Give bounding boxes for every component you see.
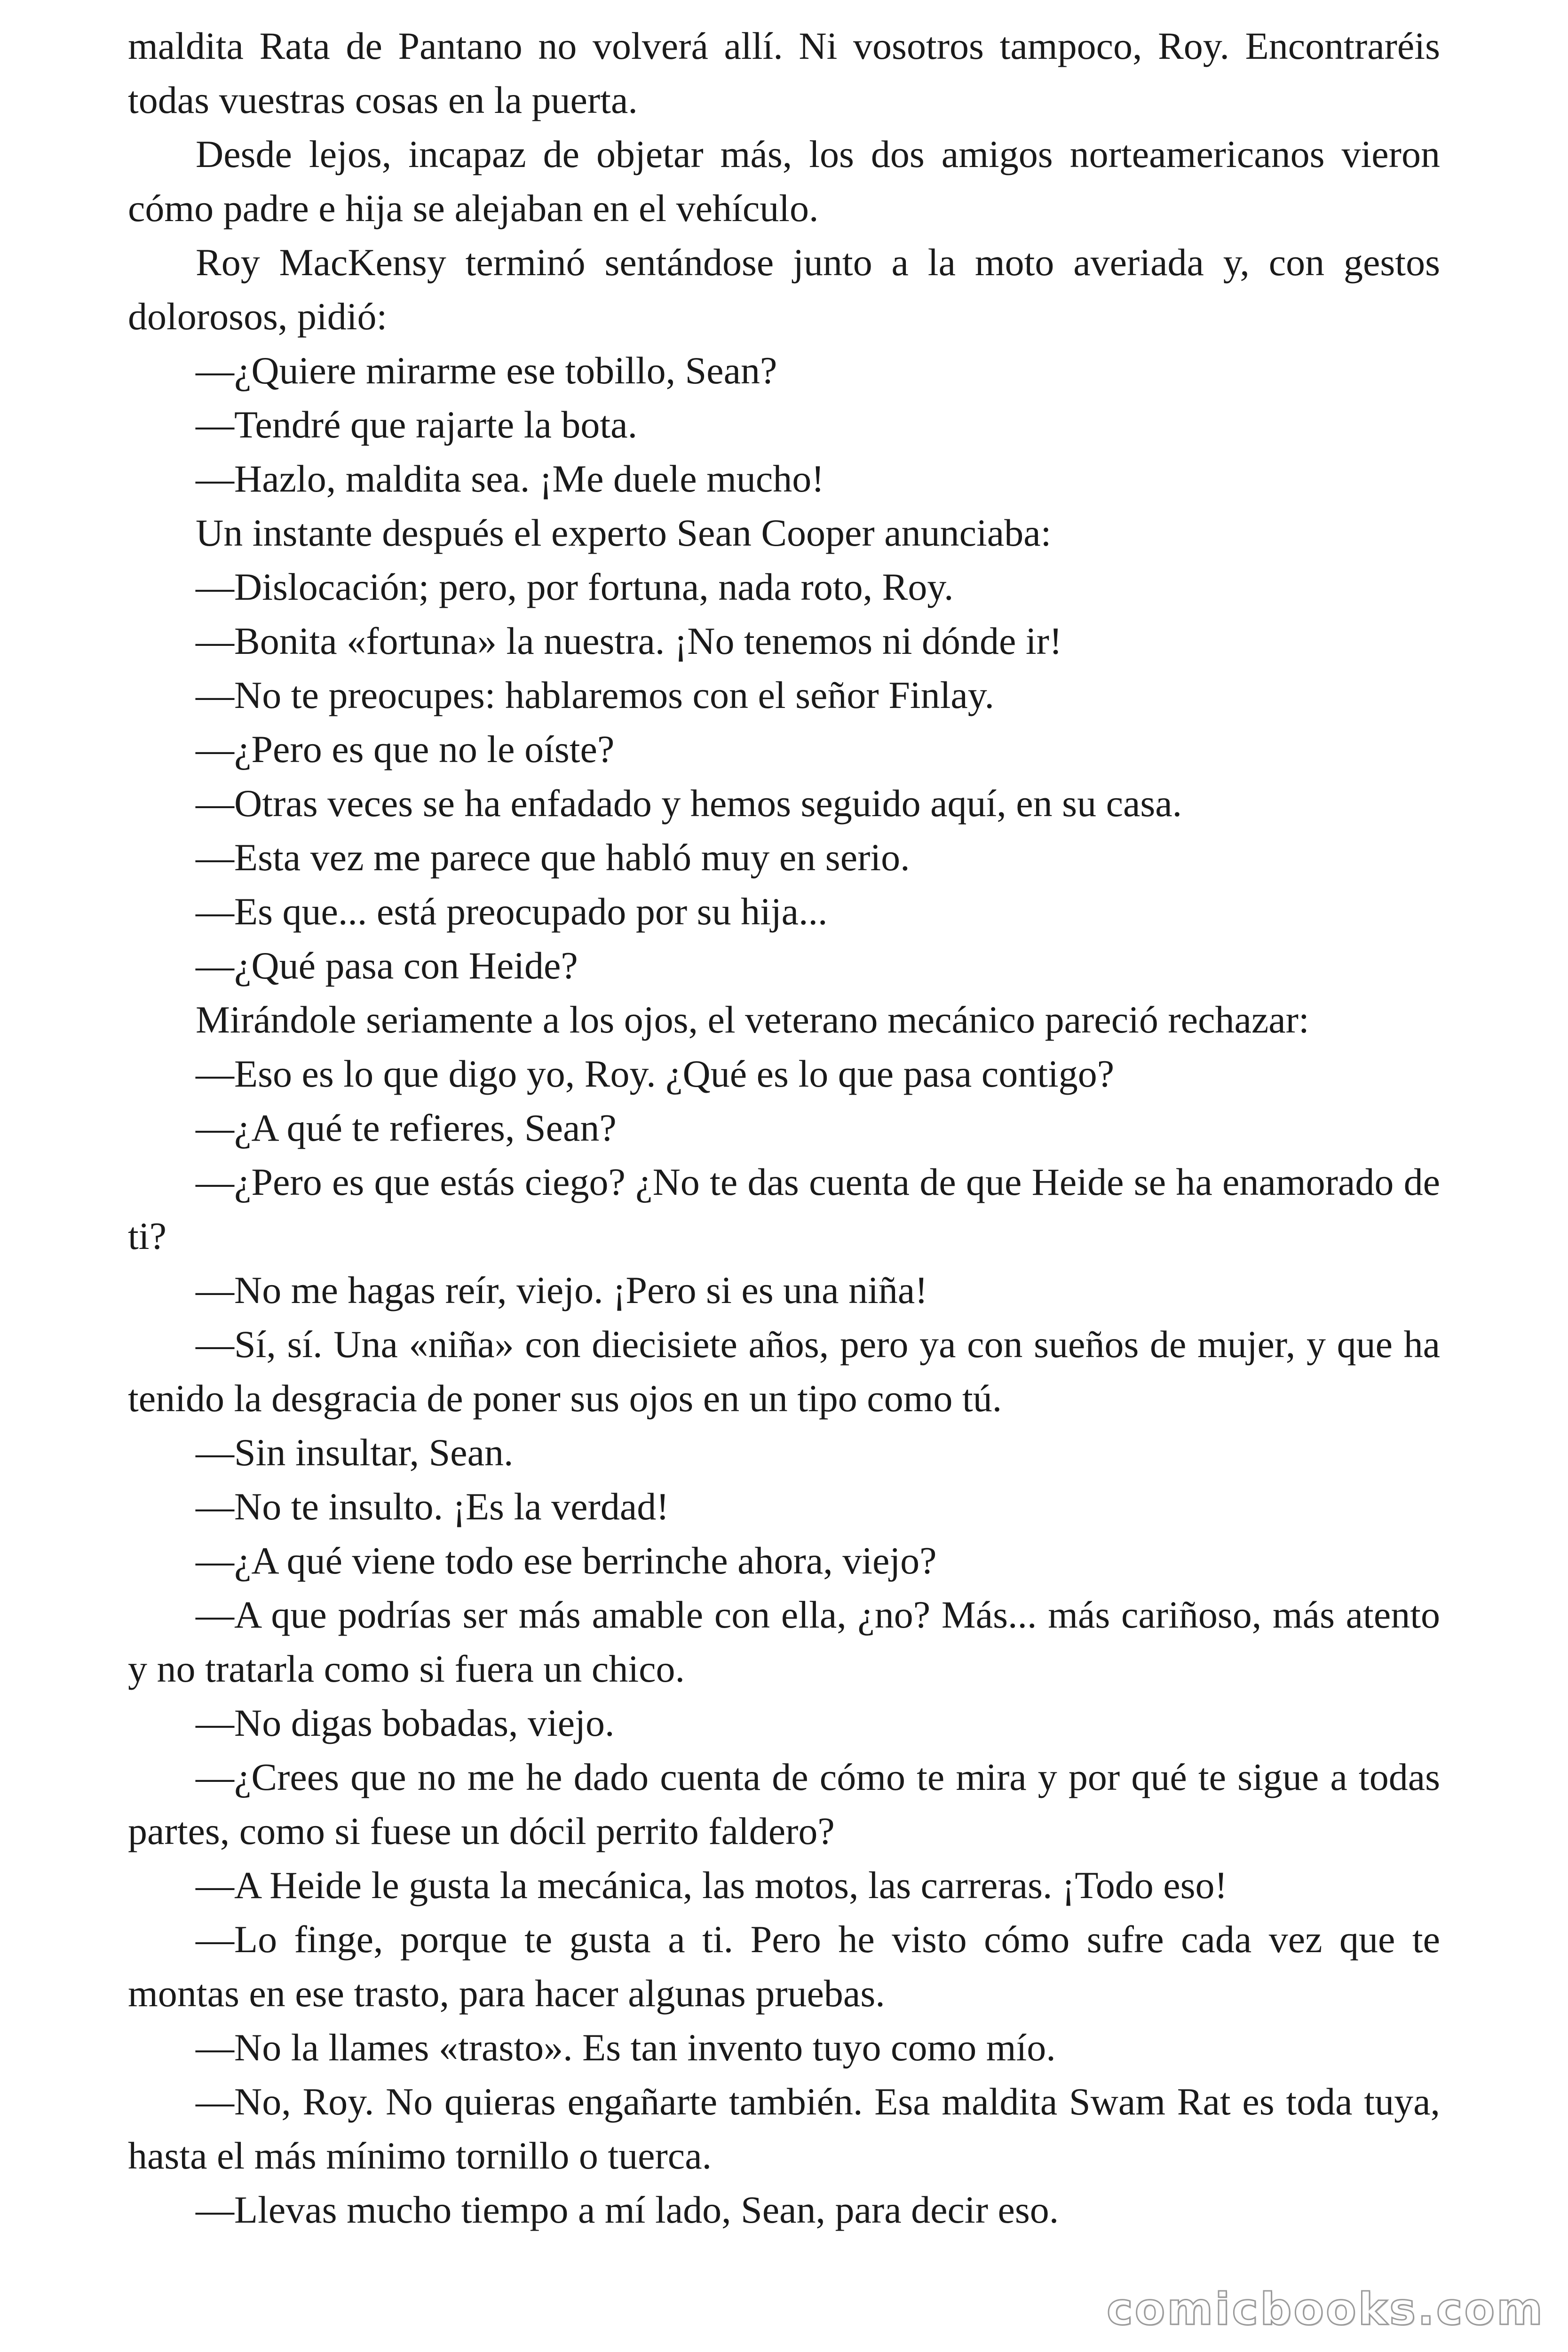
paragraph: maldita Rata de Pantano no volverá allí. Ni vosotros tampoco, Roy. Encontraréis todas vuestras cosas en la puerta. [128,24,1440,121]
dialogue-line: —¿A qué te refieres, Sean? [196,1106,617,1149]
watermark: comicbooks.com [1106,2284,1544,2335]
dialogue-line: —No la llames «trasto». Es tan invento tuyo como mío. [196,2026,1056,2069]
dialogue-line: —Llevas mucho tiempo a mí lado, Sean, para decir eso. [196,2188,1059,2231]
dialogue-line: —No me hagas reír, viejo. ¡Pero si es una niña! [196,1269,928,1311]
dialogue-line: —Tendré que rajarte la bota. [196,403,638,446]
page-text [128,19,1440,2237]
dialogue-line: —Es que... está preocupado por su hija... [196,890,828,933]
dialogue-line: —Sin insultar, Sean. [196,1431,514,1474]
dialogue-line: —No, Roy. No quieras engañarte también. Esa maldita Swam Rat es toda tuya, hasta el más mínimo tornillo o tuerca. [128,2080,1440,2177]
dialogue-line: —Lo finge, porque te gusta a ti. Pero he visto cómo sufre cada vez que te montas en ese trasto, para hacer algunas pruebas. [128,1918,1440,2015]
dialogue-line: —Sí, sí. Una «niña» con diecisiete años, pero ya con sueños de mujer, y que ha tenido la desgracia de poner sus ojos en un tipo como tú. [128,1323,1440,1420]
dialogue-line: —No digas bobadas, viejo. [196,1701,615,1744]
dialogue-line: —A que podrías ser más amable con ella, ¿no? Más... más cariñoso, más atento y no tratarla como si fuera un chico. [128,1593,1440,1690]
dialogue-line: —Otras veces se ha enfadado y hemos seguido aquí, en su casa. [196,782,1182,825]
paragraph: Un instante después el experto Sean Cooper anunciaba: [196,511,1052,554]
dialogue-line: —No te preocupes: hablaremos con el señor Finlay. [196,674,994,716]
dialogue-line: —No te insulto. ¡Es la verdad! [196,1485,669,1528]
paragraph: Mirándole seriamente a los ojos, el veterano mecánico pareció rechazar: [196,998,1309,1041]
dialogue-line: —¿Qué pasa con Heide? [196,944,578,987]
dialogue-line: —Esta vez me parece que habló muy en serio. [196,836,910,879]
dialogue-line: —Eso es lo que digo yo, Roy. ¿Qué es lo que pasa contigo? [196,1052,1115,1095]
dialogue-line: —Dislocación; pero, por fortuna, nada roto, Roy. [196,565,954,608]
dialogue-line: —¿Pero es que estás ciego? ¿No te das cuenta de que Heide se ha enamorado de ti? [128,1160,1440,1257]
dialogue-line: —Hazlo, maldita sea. ¡Me duele mucho! [196,457,824,500]
dialogue-line: —¿A qué viene todo ese berrinche ahora, viejo? [196,1539,937,1582]
paragraph: Desde lejos, incapaz de objetar más, los dos amigos norteamericanos vieron cómo padre e hija se alejaban en el vehículo. [128,133,1440,230]
dialogue-line: —¿Pero es que no le oíste? [196,728,615,771]
dialogue-line: —A Heide le gusta la mecánica, las motos, las carreras. ¡Todo eso! [196,1864,1227,1907]
paragraph: Roy MacKensy terminó sentándose junto a la moto averiada y, con gestos dolorosos, pidió: [128,241,1440,338]
dialogue-line: —Bonita «fortuna» la nuestra. ¡No tenemos ni dónde ir! [196,620,1062,662]
dialogue-line: —¿Quiere mirarme ese tobillo, Sean? [196,349,777,392]
dialogue-line: —¿Crees que no me he dado cuenta de cómo te mira y por qué te sigue a todas partes, como si fuese un dócil perrito faldero? [128,1756,1440,1852]
